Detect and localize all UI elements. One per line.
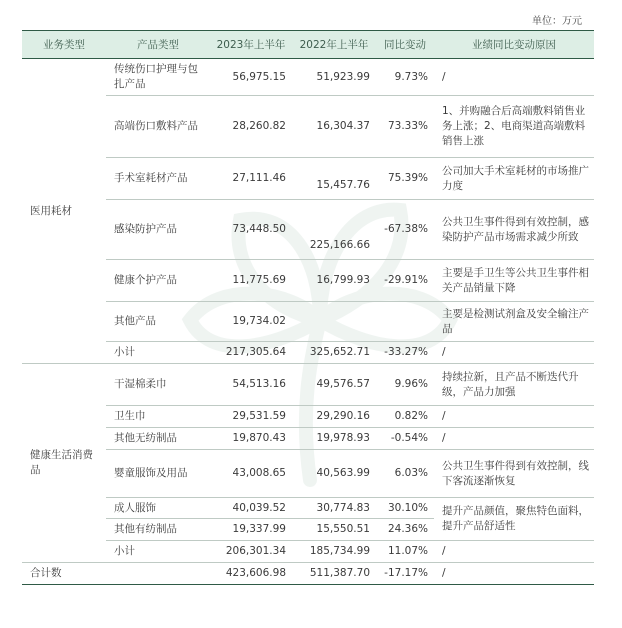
table-row [22, 260, 594, 302]
change-reason: 1、并购融合后高端敷料销售业务上涨；2、电商渠道高端敷料销售上涨 [434, 96, 594, 158]
value-2023: 206,301.34 [210, 541, 292, 563]
value-2022: 15,457.76 [292, 158, 376, 200]
table-row [22, 200, 594, 260]
subtotal-row [22, 541, 594, 563]
total-2023: 423,606.98 [210, 563, 292, 585]
category-consumer: 健康生活消费品 [22, 364, 106, 563]
value-2022: 30,774.83 [292, 498, 376, 519]
value-2023: 11,775.69 [210, 260, 292, 302]
product-name: 其他有纺制品 [106, 519, 210, 541]
table-row [22, 364, 594, 406]
header-change-reason: 业绩同比变动原因 [434, 31, 594, 59]
yoy-change: 0.82% [376, 406, 434, 428]
change-reason: / [434, 406, 594, 428]
change-reason: / [434, 342, 594, 364]
header-2022h1: 2022年上半年 [292, 31, 376, 59]
change-reason: 公共卫生事件得到有效控制，感染防护产品市场需求减少所致 [434, 200, 594, 260]
table-row [22, 450, 594, 498]
table-row [22, 59, 594, 96]
table-row [22, 158, 594, 200]
value-2022: 185,734.99 [292, 541, 376, 563]
table-header-row [22, 31, 594, 59]
value-2023: 73,448.50 [210, 200, 292, 260]
change-reason: 公司加大手术室耗材的市场推广力度 [434, 158, 594, 200]
value-2023: 29,531.59 [210, 406, 292, 428]
yoy-change: -29.91% [376, 260, 434, 302]
yoy-change: 11.07% [376, 541, 434, 563]
value-2022: 49,576.57 [292, 364, 376, 406]
product-name: 高端伤口敷料产品 [106, 96, 210, 158]
product-name: 干湿棉柔巾 [106, 364, 210, 406]
header-yoy-change: 同比变动 [376, 31, 434, 59]
header-business-type: 业务类型 [22, 31, 106, 59]
change-reason: 持续拉新，且产品不断迭代升级，产品力加强 [434, 364, 594, 406]
yoy-change: -0.54% [376, 428, 434, 450]
product-name: 其他产品 [106, 302, 210, 342]
product-name: 其他无纺制品 [106, 428, 210, 450]
subtotal-row [22, 342, 594, 364]
change-reason: 提升产品颜值，聚焦特色面料，提升产品舒适性 [434, 498, 594, 541]
product-name: 卫生巾 [106, 406, 210, 428]
product-name: 成人服饰 [106, 498, 210, 519]
total-row [22, 563, 594, 585]
change-reason: 主要是检测试剂盒及安全输注产品 [434, 302, 594, 342]
value-2022: 325,652.71 [292, 342, 376, 364]
yoy-change: -67.38% [376, 200, 434, 260]
product-name: 小计 [106, 342, 210, 364]
value-2023: 19,870.43 [210, 428, 292, 450]
value-2022: 225,166.66 [292, 200, 376, 260]
total-label: 合计数 [22, 563, 210, 585]
table-row [22, 428, 594, 450]
product-name: 传统伤口护理与包扎产品 [106, 59, 210, 96]
value-2022: 19,978.93 [292, 428, 376, 450]
product-name: 婴童服饰及用品 [106, 450, 210, 498]
value-2023: 28,260.82 [210, 96, 292, 158]
value-2022: 16,799.93 [292, 260, 376, 302]
table-row [22, 302, 594, 342]
product-name: 健康个护产品 [106, 260, 210, 302]
value-2022: 51,923.99 [292, 59, 376, 96]
product-name: 感染防护产品 [106, 200, 210, 260]
value-2022: 16,304.37 [292, 96, 376, 158]
value-2023: 43,008.65 [210, 450, 292, 498]
table-row [22, 498, 594, 519]
value-2022 [292, 302, 376, 342]
revenue-table [22, 30, 594, 585]
value-2022: 40,563.99 [292, 450, 376, 498]
total-reason: / [434, 563, 594, 585]
value-2023: 27,111.46 [210, 158, 292, 200]
product-name: 小计 [106, 541, 210, 563]
header-2023h1: 2023年上半年 [210, 31, 292, 59]
change-reason: 主要是手卫生等公共卫生事件相关产品销量下降 [434, 260, 594, 302]
total-2022: 511,387.70 [292, 563, 376, 585]
table-row [22, 96, 594, 158]
value-2023: 19,337.99 [210, 519, 292, 541]
change-reason: / [434, 59, 594, 96]
yoy-change: 30.10% [376, 498, 434, 519]
table-row [22, 406, 594, 428]
header-product-type: 产品类型 [106, 31, 210, 59]
yoy-change: 73.33% [376, 96, 434, 158]
value-2022: 15,550.51 [292, 519, 376, 541]
yoy-change: 6.03% [376, 450, 434, 498]
category-medical: 医用耗材 [22, 59, 106, 364]
value-2023: 217,305.64 [210, 342, 292, 364]
product-name: 手术室耗材产品 [106, 158, 210, 200]
total-change: -17.17% [376, 563, 434, 585]
yoy-change: 75.39% [376, 158, 434, 200]
yoy-change: 9.73% [376, 59, 434, 96]
yoy-change: 9.96% [376, 364, 434, 406]
value-2023: 19,734.02 [210, 302, 292, 342]
change-reason: / [434, 428, 594, 450]
change-reason: / [434, 541, 594, 563]
yoy-change [376, 302, 434, 342]
value-2022: 29,290.16 [292, 406, 376, 428]
unit-label: 单位：万元 [532, 16, 582, 27]
yoy-change: 24.36% [376, 519, 434, 541]
change-reason: 公共卫生事件得到有效控制，线下客流逐渐恢复 [434, 450, 594, 498]
value-2023: 40,039.52 [210, 498, 292, 519]
yoy-change: -33.27% [376, 342, 434, 364]
value-2023: 54,513.16 [210, 364, 292, 406]
value-2023: 56,975.15 [210, 59, 292, 96]
